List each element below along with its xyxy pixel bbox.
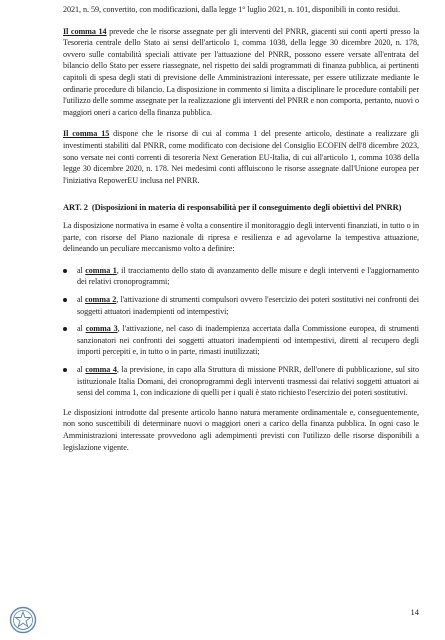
comma-14-text: prevede che le risorse assegnate per gli interventi del PNRR, giacenti sui conti aperti presso la Tesoreria centrale dello Stato ai sensi dell'articolo 1, comma 1038, della legge 30 dicembre 2020, n. 178, ovvero sulle contabilità speciali attivate per l'attuazione del PNRR, possono essere versate all'entrata del bilancio dello Stato per essere riassegnate, nel rispetto dei saldi programmati di finanza pubblica, ai pertinenti capitoli di spesa degli stati di previsione delle Amministrazioni interessate, per essere utilizzate mediante le ordinarie procedure di bilancio. La disposizione in commento si limita a disciplinare le procedure contabili per l'utilizzo delle somme assegnate per la realizzazione gli interventi del PNRR e non comporta, pertanto, nuovi o maggiori oneri a carico della finanza pubblica. bbox=[63, 26, 420, 117]
bullet-icon bbox=[63, 327, 67, 331]
document-body bbox=[63, 4, 419, 463]
continuation-paragraph: 2021, n. 59, convertito, con modificazioni, dalla legge 1° luglio 2021, n. 101, disponibili in conto residui. bbox=[63, 5, 400, 14]
bullet-reference: comma 3 bbox=[85, 324, 118, 334]
bullet-prefix: al bbox=[77, 365, 86, 375]
article-2-title: (Disposizioni in materia di responsabilità per il conseguimento degli obiettivi del PNRR) bbox=[91, 203, 402, 213]
bullet-icon bbox=[63, 269, 67, 273]
article-2-bullet-list bbox=[63, 265, 419, 399]
bullet-reference: comma 4 bbox=[85, 365, 117, 375]
comma-14-reference: Il comma 14 bbox=[63, 26, 107, 36]
list-item bbox=[63, 364, 419, 399]
article-2-closing: Le disposizioni introdotte dal presente articolo hanno natura meramente ordinamentale e, conseguentemente, non sono suscettibili di determinare nuovi o maggiori oneri a carico della finanza pubblica. In ogni caso le Amministrazioni interessate provvedono agli adempimenti previsti con l'utilizzo delle risorse disponibili a legislazione vigente. bbox=[63, 407, 419, 452]
bullet-text: , la previsione, in capo alla Struttura di missione PNRR, dell'onere di pubblicazione, sul sito istituzionale Italia Domani, dei cronoprogrammi degli interventi trasmessi dai relativi soggetti attuatori ai sensi del comma 1, con indicazione di quelli per i quali è stato richiesto l'esercizio dei poteri sostitutivi. bbox=[77, 365, 419, 398]
comma-15-text: dispone che le risorse di cui al comma 1 del presente articolo, destinate a realizzare gli investimenti stabiliti dal PNRR, come modificato con decisione del Consiglio ECOFIN dell'8 dicembre 2023, sono versate nei conti correnti di tesoreria Next Generation EU-Italia, di cui all'articolo 1, comma 1038 della legge 30 dicembre 2020, n. 178. Nei medesimi conti affluiscono le risorse assegnate dall'Unione europea per l'iniziativa RepowerEU inclusa nel PNRR. bbox=[63, 129, 419, 185]
article-2-number: ART. 2 bbox=[63, 203, 88, 213]
page-number: 14 bbox=[410, 607, 419, 617]
bullet-prefix: al bbox=[77, 324, 86, 334]
comma-15-reference: Il comma 15 bbox=[63, 129, 110, 139]
list-item bbox=[63, 265, 419, 288]
bullet-prefix: al bbox=[77, 295, 85, 305]
bullet-reference: comma 2 bbox=[84, 295, 117, 305]
state-emblem-icon bbox=[9, 606, 37, 634]
paragraph-comma-15 bbox=[63, 128, 419, 186]
bullet-icon bbox=[63, 368, 67, 372]
bullet-icon bbox=[63, 298, 67, 302]
article-2-intro: La disposizione normativa in esame è volta a consentire il monitoraggio degli interventi finanziati, in tutto o in parte, con risorse del Piano nazionale di ripresa e resilienza e ad agevolarne la tempestiva attuazione, delineando un peculiare meccanismo volto a definire: bbox=[63, 221, 419, 254]
list-item bbox=[63, 294, 419, 317]
bullet-reference: comma 1 bbox=[85, 265, 117, 275]
bullet-text: , il tracciamento dello stato di avanzamento delle misure e degli interventi e l'aggiornamento dei relativi cronoprogrammi; bbox=[77, 265, 419, 287]
bullet-text: , l'attivazione di strumenti compulsori ovvero l'esercizio dei poteri sostitutivi nei confronti dei soggetti attuatori inadempienti od intempestivi; bbox=[77, 295, 419, 316]
bullet-prefix: al bbox=[77, 265, 86, 275]
article-2-heading bbox=[63, 202, 419, 214]
bullet-text: , l'attivazione, nel caso di inadempienza accertata dalla Commissione europea, di strumenti sanzionatori nei confronti dei soggetti attuatori inadempienti od intempestivi, diretti al recupero degli importi percepiti e, in tutto o in parte, rimasti inutilizzati; bbox=[77, 324, 420, 357]
paragraph-comma-14 bbox=[63, 26, 419, 119]
list-item bbox=[63, 323, 419, 358]
